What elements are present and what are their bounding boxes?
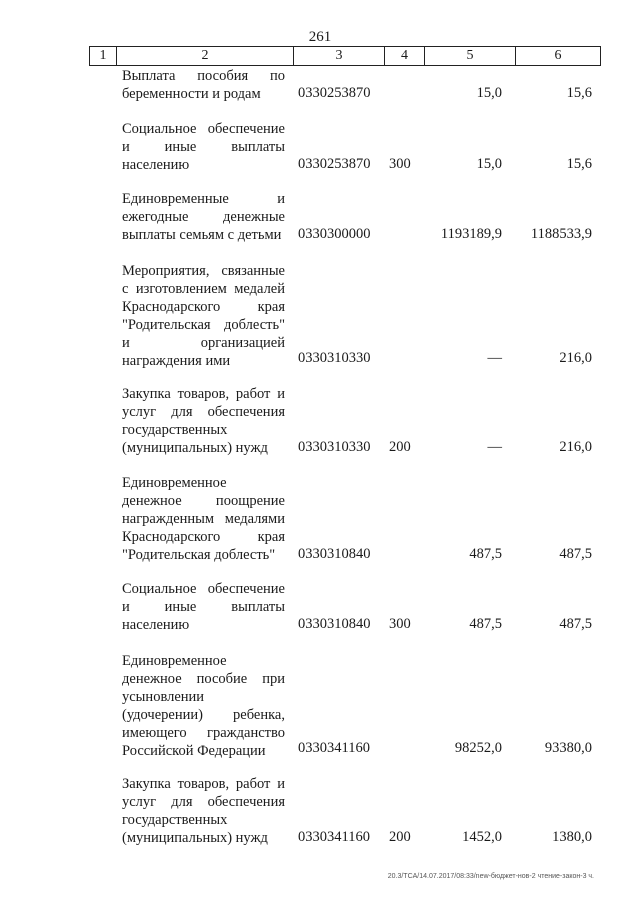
- row-value-2017: 15,0: [476, 156, 502, 172]
- row-value-2018: 487,5: [559, 546, 592, 562]
- row-value-2018: 216,0: [559, 350, 592, 366]
- row-kind: 300: [389, 616, 411, 632]
- row-kind: 300: [389, 156, 411, 172]
- document-footer: 20.3/TCA/14.07.2017/08:33/new-бюджет-нов-2 чтение-закон-3 ч.: [387, 873, 594, 880]
- row-kind: 200: [389, 829, 411, 845]
- row-kind: 200: [389, 439, 411, 455]
- row-description: Единовременное денежное пособие при усыновлении (удочерении) ребенка, имеющего гражданство Российской Федерации: [122, 653, 285, 759]
- row-value-2017: 1193189,9: [440, 226, 502, 242]
- row-code: 0330341160: [298, 829, 370, 845]
- row-code: 0330310330: [298, 439, 371, 455]
- header-col-5: 5: [425, 47, 516, 65]
- row-value-2018: 1188533,9: [530, 226, 592, 242]
- row-description: Социальное обеспечение и иные выплаты населению: [122, 121, 285, 173]
- header-col-4: 4: [385, 47, 425, 65]
- row-description: Закупка товаров, работ и услуг для обеспечения государственных (муниципальных) нужд: [122, 386, 285, 456]
- row-value-2017: 15,0: [476, 85, 502, 101]
- row-value-2018: 216,0: [559, 439, 592, 455]
- row-description: Выплата пособия по беременности и родам: [122, 68, 285, 102]
- row-code: 0330253870: [298, 85, 371, 101]
- row-code: 0330310330: [298, 350, 371, 366]
- table-header: [89, 46, 601, 66]
- header-col-2: 2: [117, 47, 294, 65]
- row-value-2018: 15,6: [566, 85, 592, 101]
- row-code: 0330341160: [298, 740, 370, 756]
- row-value-2018: 1380,0: [552, 829, 592, 845]
- row-code: 0330253870: [298, 156, 371, 172]
- row-code: 0330300000: [298, 226, 371, 242]
- row-description: Мероприятия, связанные с изготовлением медалей Краснодарского края "Родительская доблесть" и организацией награждения ими: [122, 263, 285, 369]
- row-value-2018: 487,5: [559, 616, 592, 632]
- row-description: Закупка товаров, работ и услуг для обеспечения государственных (муниципальных) нужд: [122, 776, 285, 846]
- row-code: 0330310840: [298, 616, 371, 632]
- row-value-2017: —: [487, 439, 502, 455]
- header-col-3: 3: [294, 47, 385, 65]
- row-value-2017: 98252,0: [454, 740, 502, 756]
- row-value-2017: 487,5: [469, 616, 502, 632]
- row-description: Социальное обеспечение и иные выплаты населению: [122, 581, 285, 633]
- row-value-2018: 15,6: [566, 156, 592, 172]
- row-value-2017: 487,5: [469, 546, 502, 562]
- row-description: Единовременные и ежегодные денежные выплаты семьям с детьми: [122, 191, 285, 243]
- header-col-1: 1: [90, 47, 117, 65]
- row-value-2017: 1452,0: [462, 829, 502, 845]
- row-value-2018: 93380,0: [544, 740, 592, 756]
- row-value-2017: —: [487, 350, 502, 366]
- header-col-6: 6: [554, 48, 562, 63]
- page-number: 261: [308, 29, 332, 45]
- row-description: Единовременное денежное поощрение награжденным медалями Краснодарского края "Родительская доблесть": [122, 475, 285, 563]
- row-code: 0330310840: [298, 546, 371, 562]
